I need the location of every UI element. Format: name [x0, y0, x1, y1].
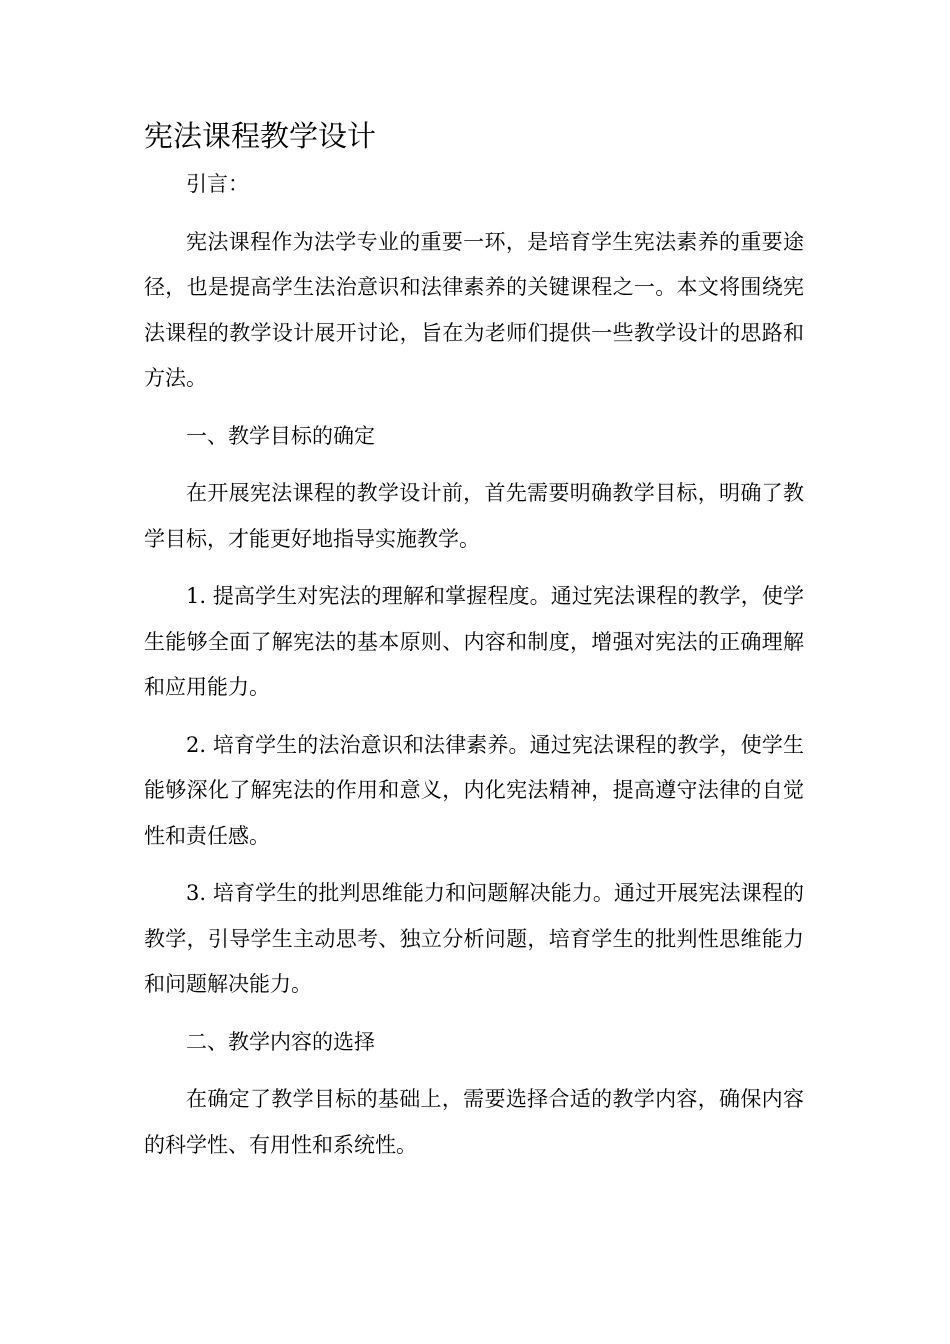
document-body — [144, 162, 804, 1180]
list-item-goal-3: 3. 培育学生的批判思维能力和问题解决能力。通过开展宪法课程的教学，引导学生主动思考、独立分析问题，培育学生的批判性思维能力和问题解决能力。 — [144, 881, 804, 996]
paragraph-goals: 在开展宪法课程的教学设计前，首先需要明确教学目标，明确了教学目标，才能更好地指导实施教学。 — [144, 481, 804, 551]
list-item-goal-2: 2. 培育学生的法治意识和法律素养。通过宪法课程的教学，使学生能够深化了解宪法的作用和意义，内化宪法精神，提高遵守法律的自觉性和责任感。 — [144, 732, 804, 848]
list-item-goal-1: 1. 提高学生对宪法的理解和掌握程度。通过宪法课程的教学，使学生能够全面了解宪法的基本原则、内容和制度，增强对宪法的正确理解和应用能力。 — [144, 584, 804, 699]
document-title: 宪法课程教学设计 — [144, 119, 377, 153]
section-heading-content: 二、教学内容的选择 — [186, 1029, 375, 1054]
section-heading-intro: 引言： — [186, 172, 249, 196]
paragraph-content: 在确定了教学目标的基础上，需要选择合适的教学内容，确保内容的科学性、有用性和系统性。 — [144, 1087, 804, 1157]
section-heading-goals: 一、教学目标的确定 — [186, 423, 375, 448]
paragraph-intro: 宪法课程作为法学专业的重要一环，是培育学生宪法素养的重要途径，也是提高学生法治意识和法律素养的关键课程之一。本文将围绕宪法课程的教学设计展开讨论，旨在为老师们提供一些教学设计的思路和方法。 — [144, 229, 804, 390]
